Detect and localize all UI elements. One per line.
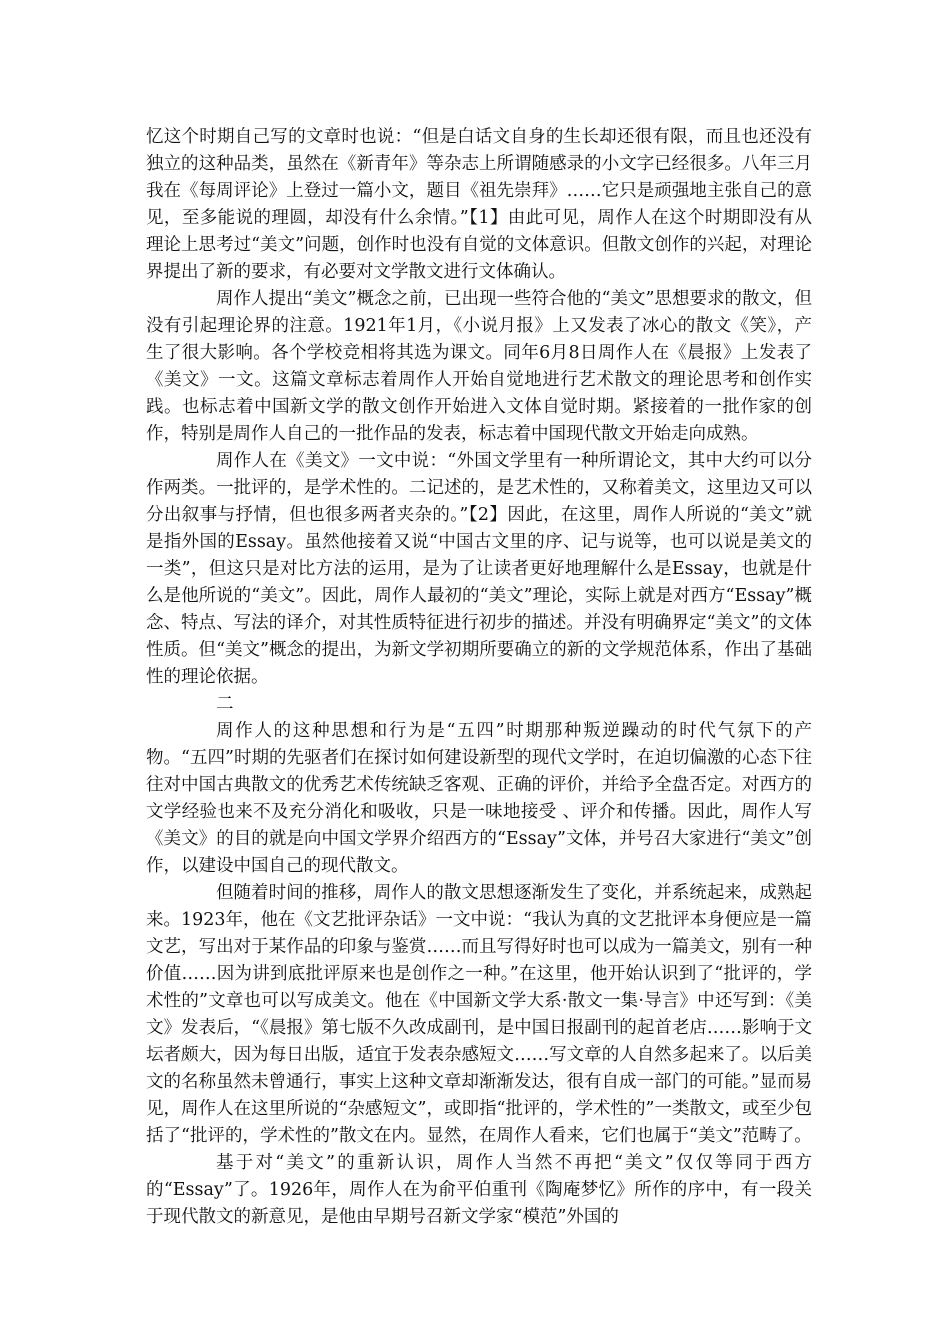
document-body [146, 124, 812, 1231]
paragraph-6: 基于对“美文”的重新认识，周作人当然不再把“美文”仅仅等同于西方的“Essay”了。1926年，周作人在为俞平伯重刊《陶庵梦忆》所作的序中，有一段关于现代散文的新意见，是他由早期号召新文学家“模范”外国的 [146, 1153, 812, 1227]
section-heading-two: 二 [216, 694, 234, 714]
paragraph-4: 周作人的这种思想和行为是“五四”时期那种叛逆躁动的时代气氛下的产物。“五四”时期的先驱者们在探讨如何建设新型的现代文学时，在迫切偏激的心态下往往对中国古典散文的优秀艺术传统缺乏客观、正确的评价，并给予全盘否定。对西方的文学经验也来不及充分消化和吸收，只是一味地接受 、评介和传播。因此，周作人写《美文》的目的就是向中国文学界介绍西方的“Essay”文体，并号召大家进行“美文”创作，以建设中国自己的现代散文。 [146, 721, 812, 876]
paragraph-2: 周作人提出“美文”概念之前，已出现一些符合他的“美文”思想要求的散文，但没有引起理论界的注意。1921年1月，《小说月报》上又发表了冰心的散文《笑》，产生了很大影响。各个学校竞相将其选为课文。同年6月8日周作人在《晨报》上发表了《美文》一文。这篇文章标志着周作人开始自觉地进行艺术散文的理论思考和创作实践。也标志着中国新文学的散文创作开始进入文体自觉时期。紧接着的一批作家的创作，特别是周作人自己的一批作品的发表，标志着中国现代散文开始走向成熟。 [146, 289, 812, 444]
paragraph-3: 周作人在《美文》一文中说：“外国文学里有一种所谓论文，其中大约可以分作两类。一批评的，是学术性的。二记述的，是艺术性的，又称着美文，这里边又可以分出叙事与抒情，但也很多两者夹杂的。”【2】因此，在这里，周作人所说的“美文”就是指外国的Essay。虽然他接着又说“中国古文里的序、记与说等，也可以说是美文的一类”，但这只是对比方法的运用，是为了让读者更好地理解什么是Essay，也就是什么是他所说的“美文”。因此，周作人最初的“美文”理论，实际上就是对西方“Essay”概念、特点、写法的译介，对其性质特征进行初步的描述。并没有明确界定“美文”的文体性质。但“美文”概念的提出，为新文学初期所要确立的新的文学规范体系，作出了基础性的理论依据。 [146, 451, 812, 687]
paragraph-5: 但随着时间的推移，周作人的散文思想逐渐发生了变化，并系统起来，成熟起来。1923年，他在《文艺批评杂话》一文中说：“我认为真的文艺批评本身便应是一篇文艺，写出对于某作品的印象与鉴赏……而且写得好时也可以成为一篇美文，别有一种价值……因为讲到底批评原来也是创作之一种。”在这里，他开始认识到了“批评的，学术性的”文章也可以写成美文。他在《中国新文学大系·散文一集·导言》中还写到：《美文》发表后，“《晨报》第七版不久改成副刊，是中国日报副刊的起首老店……影响于文坛者颇大，因为每日出版，适宜于发表杂感短文……写文章的人自然多起来了。以后美文的名称虽然未曾通行，事实上这种文章却渐渐发达，很有自成一部门的可能。”显而易见，周作人在这里所说的“杂感短文”，或即指“批评的，学术性的”一类散文，或至少包括了“批评的，学术性的”散文在内。显然，在周作人看来，它们也属于“美文”范畴了。 [146, 883, 812, 1146]
paragraph-1: 忆这个时期自己写的文章时也说：“但是白话文自身的生长却还很有限，而且也还没有独立的这种品类，虽然在《新青年》等杂志上所谓随感录的小文字已经很多。八年三月我在《每周评论》上登过一篇小文，题目《祖先崇拜》……它只是顽强地主张自己的意见，至多能说的理圆，却没有什么余情。”【1】由此可见，周作人在这个时期即没有从理论上思考过“美文”问题，创作时也没有自觉的文体意识。但散文创作的兴起，对理论界提出了新的要求，有必要对文学散文进行文体确认。 [146, 127, 812, 282]
